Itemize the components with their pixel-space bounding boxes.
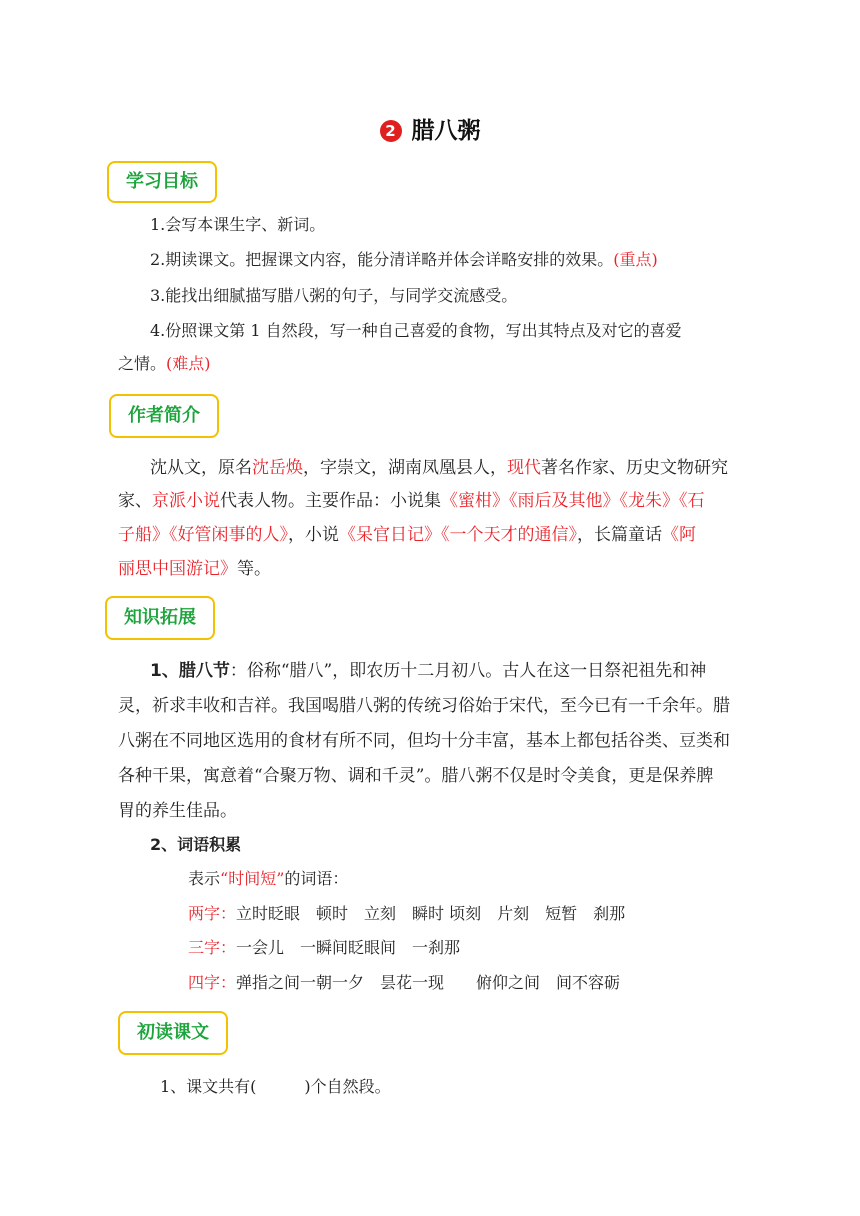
goal-4-tag: (难点) (166, 354, 211, 373)
words-three-char (188, 937, 460, 959)
knowledge-1-line-2: 灵，祈求丰收和吉祥。我国喝腊八粥的传统习俗始于宋代，至今已有一千余年。腊 (118, 696, 730, 716)
author-text: ，小说 (288, 525, 339, 545)
knowledge-1-line-3: 八粥在不同地区选用的食材有所不同，但均十分丰富，基本上都包括谷类、豆类和 (118, 731, 730, 751)
author-line-4 (118, 558, 271, 580)
section-badge-knowledge: 知识拓展 (105, 596, 215, 640)
goal-2-text: 2.期读课文。把握课文内容，能分清详略并体会详略安排的效果。 (150, 250, 614, 269)
knowledge-1-line-4: 各种干果，寓意着“合聚万物、调和千灵”。腊八粥不仅是时令美食，更是保养脾 (118, 766, 714, 786)
words-list: 立时眨眼 顿时 立刻 瞬时 顷刻 片刻 短暂 刹那 (236, 904, 626, 923)
author-text: ，长篇童话 (577, 525, 662, 545)
words-list: 弹指之间一朝一夕 昙花一现 俯仰之间 间不容砺 (236, 973, 621, 992)
words-list: 一会儿 一瞬间眨眼间 一刹那 (236, 938, 461, 957)
section-badge-reading: 初读课文 (118, 1011, 228, 1055)
words-label: 两字： (188, 904, 237, 923)
author-text: 家、 (118, 491, 152, 511)
words-label: 三字： (188, 938, 237, 957)
author-original-name: 沈岳焕 (252, 458, 303, 478)
knowledge-1-line-5: 胃的养生佳品。 (118, 801, 237, 821)
goal-4-cont-text: 之情。 (118, 354, 167, 373)
knowledge-keyword: “时间短” (220, 869, 285, 888)
goal-2 (150, 249, 658, 271)
author-text: ，字崇文，湖南凤凰县人， (303, 458, 507, 478)
goal-1: 1.会写本课生字、新词。 (150, 215, 326, 234)
author-works: 丽思中国游记》 (118, 559, 237, 579)
author-works: 《呆官日记》《一个天才的通信》 (339, 525, 577, 545)
author-text: 沈从文，原名 (150, 458, 252, 478)
reading-question-1: 1、课文共有( )个自然段。 (160, 1077, 391, 1096)
lesson-title-text: 腊八粥 (411, 118, 481, 144)
goal-3: 3.能找出细腻描写腊八粥的句子，与同学交流感受。 (150, 286, 518, 305)
author-line-3 (118, 524, 696, 546)
knowledge-text: 的词语： (284, 869, 349, 888)
words-four-char (188, 972, 620, 994)
words-two-char (188, 903, 625, 925)
words-label: 四字： (188, 973, 237, 992)
lesson-title (0, 112, 860, 145)
knowledge-text: ：俗称“腊八”，即农历十二月初八。古人在这一日祭祀祖先和神 (229, 661, 707, 681)
knowledge-2-intro (188, 868, 348, 890)
author-text: 代表人物。主要作品：小说集 (220, 491, 441, 511)
knowledge-2-heading: 2、词语积累 (150, 835, 242, 854)
knowledge-1-heading: 1、腊八节 (150, 661, 230, 681)
author-line-1 (150, 457, 728, 479)
section-badge-goals: 学习目标 (107, 161, 217, 203)
knowledge-1-line-1 (150, 660, 706, 682)
goal-2-tag: (重点) (613, 250, 658, 269)
author-works: 子船》《好管闲事的人》 (118, 525, 288, 545)
author-works: 《蜜柑》《雨后及其他》《龙朱》《石 (441, 491, 705, 511)
author-school: 京派小说 (152, 491, 220, 511)
author-line-2 (118, 490, 705, 512)
knowledge-text: 表示 (188, 869, 221, 888)
goal-4: 4.份照课文第 1 自然段，写一种自己喜爱的食物，写出其特点及对它的喜爱 (150, 321, 682, 340)
author-text: 著名作家、历史文物研究 (541, 458, 728, 478)
section-badge-author: 作者简介 (109, 394, 219, 438)
lesson-number-badge: 2 (380, 120, 402, 142)
author-era: 现代 (507, 458, 541, 478)
author-text: 等。 (237, 559, 271, 579)
author-works: 《阿 (662, 525, 696, 545)
goal-4-cont (118, 353, 211, 375)
